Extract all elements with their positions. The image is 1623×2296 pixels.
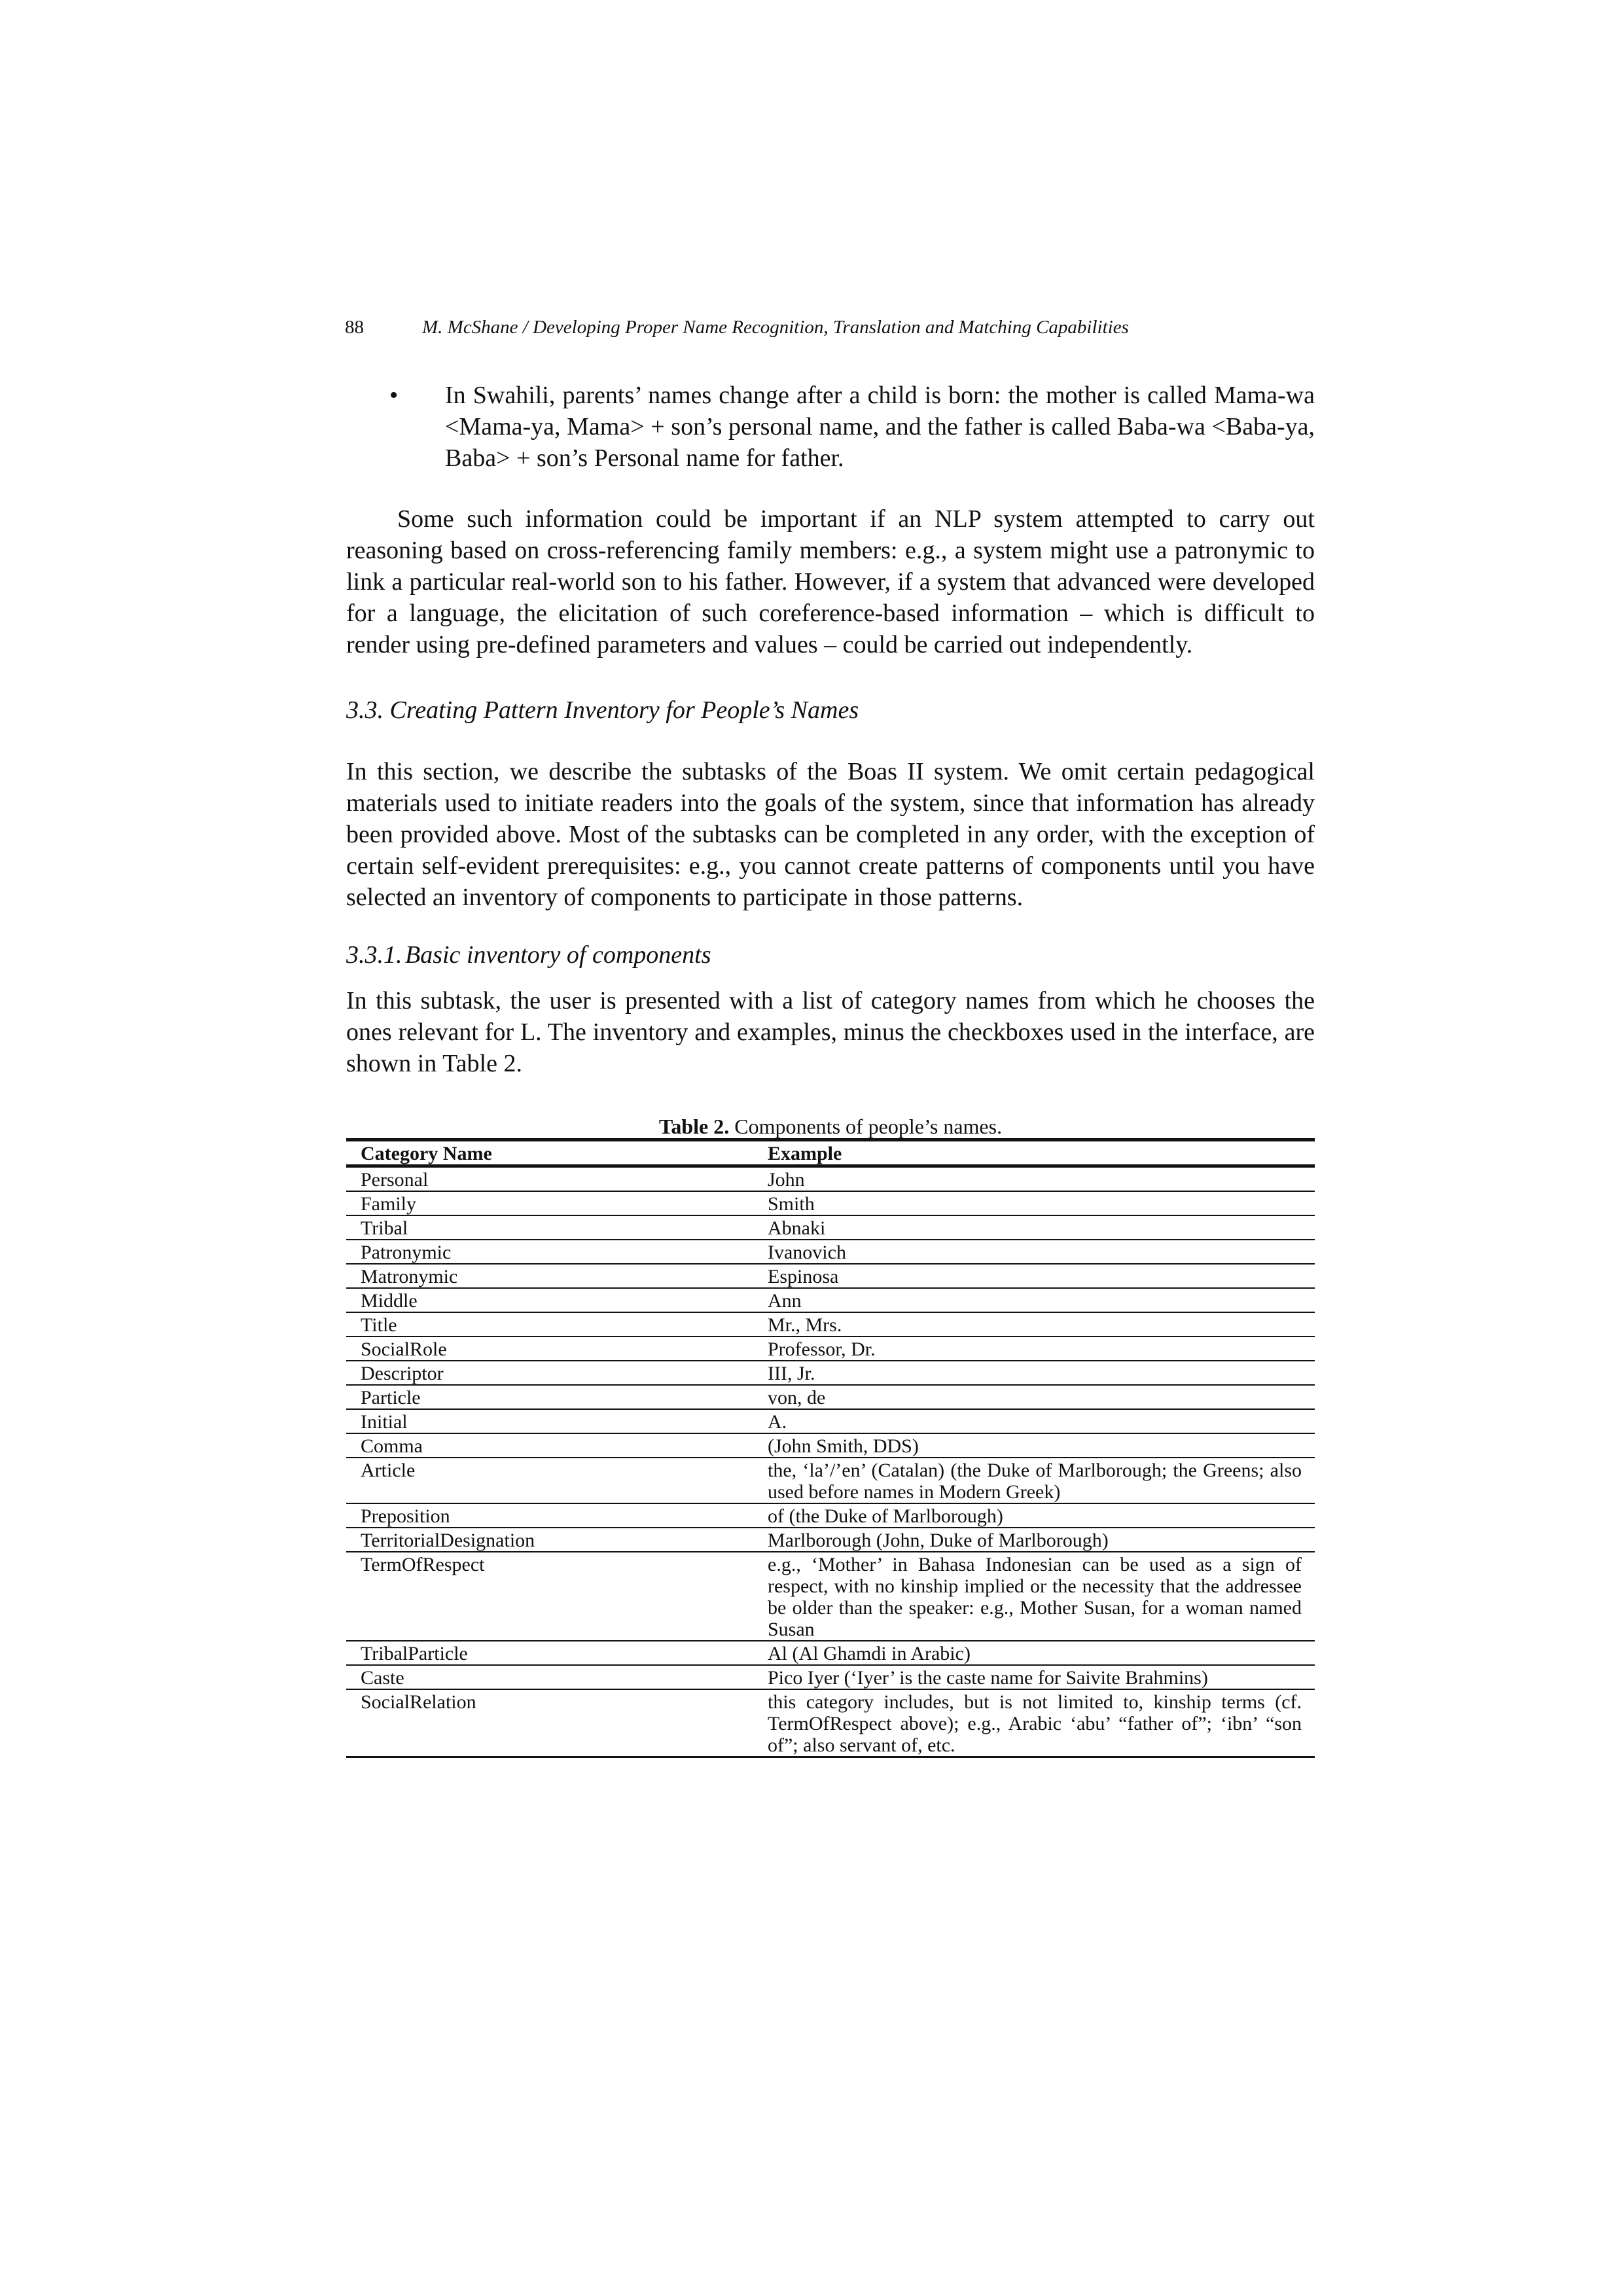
column-header-category: Category Name — [346, 1140, 753, 1166]
table-caption-label: Table 2. — [658, 1115, 730, 1138]
example-cell: Pico Iyer (‘Iyer’ is the caste name for Saivite Brahmins) — [753, 1665, 1315, 1689]
category-cell: Patronymic — [346, 1240, 753, 1264]
category-cell: Title — [346, 1312, 753, 1336]
category-cell: SocialRelation — [346, 1689, 753, 1757]
table-row — [346, 1264, 1315, 1288]
category-cell: Initial — [346, 1409, 753, 1433]
example-cell: John — [753, 1166, 1315, 1192]
example-cell: Mr., Mrs. — [753, 1312, 1315, 1336]
example-cell: Smith — [753, 1191, 1315, 1215]
category-cell: Matronymic — [346, 1264, 753, 1288]
category-cell: Tribal — [346, 1215, 753, 1240]
table-header-row — [346, 1140, 1315, 1166]
table-row — [346, 1665, 1315, 1689]
category-cell: Family — [346, 1191, 753, 1215]
table-row — [346, 1288, 1315, 1312]
subsection-number: 3.3.1. — [346, 941, 402, 969]
components-table — [346, 1138, 1315, 1758]
table-row — [346, 1641, 1315, 1665]
paragraph-inventory: In this subtask, the user is presented with a list of category names from which he chooses the ones relevant for L. The inventory and examples, minus the checkboxes used in the interface, are shown in Table 2. — [346, 987, 1315, 1077]
table-row — [346, 1361, 1315, 1385]
example-cell: (John Smith, DDS) — [753, 1433, 1315, 1458]
example-cell: Ann — [753, 1288, 1315, 1312]
example-cell: e.g., ‘Mother’ in Bahasa Indonesian can be used as a sign of respect, with no kinship implied or the necessity that the addressee be older than the speaker: e.g., Mother Susan, for a woman named Susan — [753, 1552, 1315, 1641]
paragraph-subtasks: In this section, we describe the subtasks of the Boas II system. We omit certain pedagogical materials used to initiate readers into the goals of the system, since that information has already been provided above. Most of the subtasks can be completed in any order, with the exception of certain self-evident prerequisites: e.g., you cannot create patterns of components until you have selected an inventory of components to participate in those patterns. — [346, 758, 1315, 911]
example-cell: Ivanovich — [753, 1240, 1315, 1264]
bullet-text: In Swahili, parents’ names change after a child is born: the mother is called Mama-wa <Mama-ya, Mama> + son’s personal name, and the father is called Baba-wa <Baba-ya, Baba> + son’s Personal name for father. — [445, 382, 1315, 472]
table-row — [346, 1166, 1315, 1192]
example-cell: this category includes, but is not limited to, kinship terms (cf. TermOfRespect above); e.g., Arabic ‘abu’ “father of”; ‘ibn’ “son of”; also servant of, etc. — [753, 1689, 1315, 1757]
category-cell: Caste — [346, 1665, 753, 1689]
example-cell: the, ‘la’/’en’ (Catalan) (the Duke of Marlborough; the Greens; also used before names in Modern Greek) — [753, 1458, 1315, 1503]
table-row — [346, 1215, 1315, 1240]
table-row — [346, 1191, 1315, 1215]
example-cell: Al (Al Ghamdi in Arabic) — [753, 1641, 1315, 1665]
category-cell: TribalParticle — [346, 1641, 753, 1665]
example-cell: Professor, Dr. — [753, 1336, 1315, 1361]
table-row — [346, 1433, 1315, 1458]
page-number: 88 — [345, 317, 364, 338]
example-cell: von, de — [753, 1385, 1315, 1409]
table-row — [346, 1528, 1315, 1552]
table-caption — [346, 1115, 1315, 1138]
table-row — [346, 1458, 1315, 1503]
subsection-heading — [346, 939, 1315, 971]
example-cell: Abnaki — [753, 1215, 1315, 1240]
table-row — [346, 1409, 1315, 1433]
table-row — [346, 1385, 1315, 1409]
example-cell: III, Jr. — [753, 1361, 1315, 1385]
category-cell: Particle — [346, 1385, 753, 1409]
running-title: M. McShane / Developing Proper Name Recognition, Translation and Matching Capabilities — [422, 317, 1129, 338]
category-cell: Descriptor — [346, 1361, 753, 1385]
table-row — [346, 1312, 1315, 1336]
example-cell: Marlborough (John, Duke of Marlborough) — [753, 1528, 1315, 1552]
column-header-example: Example — [753, 1140, 1315, 1166]
bullet-item — [389, 380, 1315, 474]
table-row — [346, 1336, 1315, 1361]
section-heading: 3.3. Creating Pattern Inventory for People’s Names — [346, 696, 859, 724]
category-cell: Preposition — [346, 1503, 753, 1528]
running-head — [345, 314, 1315, 340]
example-cell: A. — [753, 1409, 1315, 1433]
category-cell: Comma — [346, 1433, 753, 1458]
category-cell: Personal — [346, 1166, 753, 1192]
example-cell: of (the Duke of Marlborough) — [753, 1503, 1315, 1528]
table-caption-text: Components of people’s names. — [729, 1115, 1003, 1138]
category-cell: TerritorialDesignation — [346, 1528, 753, 1552]
table-row — [346, 1552, 1315, 1641]
category-cell: SocialRole — [346, 1336, 753, 1361]
bullet-icon: • — [389, 382, 399, 409]
table-row — [346, 1503, 1315, 1528]
table-row — [346, 1689, 1315, 1757]
category-cell: TermOfRespect — [346, 1552, 753, 1641]
table-row — [346, 1240, 1315, 1264]
page-content — [346, 314, 1315, 1758]
category-cell: Middle — [346, 1288, 753, 1312]
category-cell: Article — [346, 1458, 753, 1503]
example-cell: Espinosa — [753, 1264, 1315, 1288]
paragraph-coreference: Some such information could be important if an NLP system attempted to carry out reasoning based on cross-referencing family members: e.g., a system might use a patronymic to link a particular real-world son to his father. However, if a system that advanced were developed for a language, the elicitation of such coreference-based information – which is difficult to render using pre-defined parameters and values – could be carried out independently. — [346, 505, 1315, 658]
subsection-title: Basic inventory of components — [405, 941, 711, 969]
